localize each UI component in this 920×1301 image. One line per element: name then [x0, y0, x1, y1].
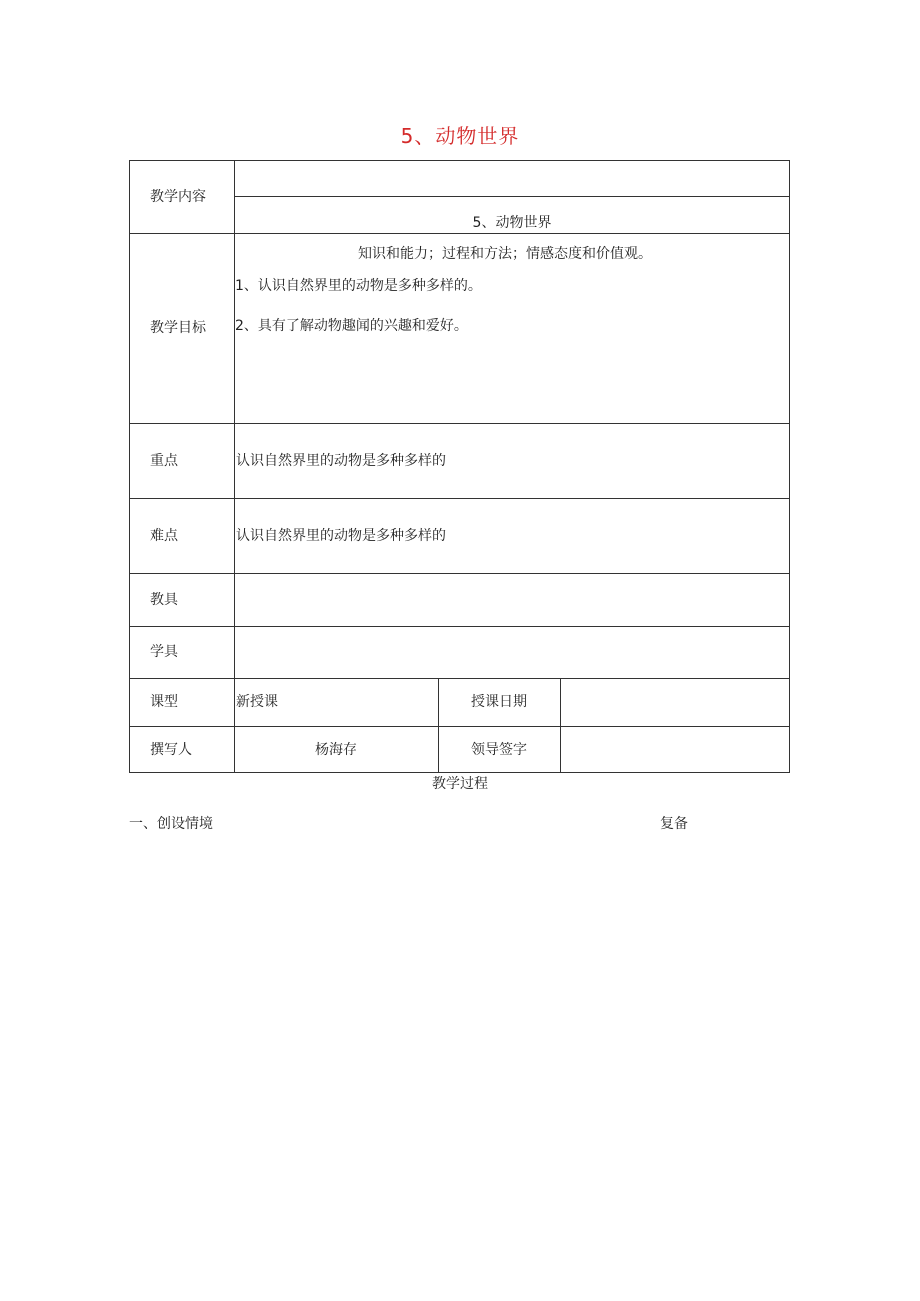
- goals-item: 1、认识自然界里的动物是多种多样的。: [235, 278, 482, 294]
- row-divider: [130, 498, 790, 499]
- student-aids-label: 学具: [150, 644, 178, 660]
- document-title: 5、动物世界: [400, 124, 520, 148]
- content-value: 5、动物世界: [472, 215, 552, 231]
- goals-label: 教学目标: [150, 320, 206, 336]
- teaching-aids-label: 教具: [150, 592, 178, 608]
- process-title: 教学过程: [432, 776, 488, 792]
- author-label: 撰写人: [150, 742, 192, 758]
- lesson-plan-table: [129, 160, 790, 773]
- key-point-value: 认识自然界里的动物是多种多样的: [236, 453, 446, 469]
- lesson-type-value: 新授课: [236, 694, 278, 710]
- row-divider: [130, 233, 790, 234]
- row-divider: [130, 626, 790, 627]
- lesson-type-label: 课型: [150, 694, 178, 710]
- row-divider: [130, 678, 790, 679]
- goals-header: 知识和能力；过程和方法；情感态度和价值观。: [358, 246, 652, 262]
- review-label: 复备: [660, 816, 688, 832]
- column-divider: [234, 161, 235, 772]
- row-divider: [130, 423, 790, 424]
- section-heading: 一、创设情境: [129, 816, 213, 832]
- goals-item: 2、具有了解动物趣闻的兴趣和爱好。: [235, 318, 468, 334]
- author-value: 杨海存: [315, 742, 357, 758]
- row-divider: [234, 196, 790, 197]
- difficulty-value: 认识自然界里的动物是多种多样的: [236, 528, 446, 544]
- leader-sign-label: 领导签字: [471, 742, 527, 758]
- row-divider: [130, 726, 790, 727]
- difficulty-label: 难点: [150, 528, 178, 544]
- content-label: 教学内容: [150, 189, 206, 205]
- row-divider: [130, 573, 790, 574]
- key-point-label: 重点: [150, 453, 178, 469]
- column-divider: [560, 678, 561, 772]
- date-label: 授课日期: [471, 694, 527, 710]
